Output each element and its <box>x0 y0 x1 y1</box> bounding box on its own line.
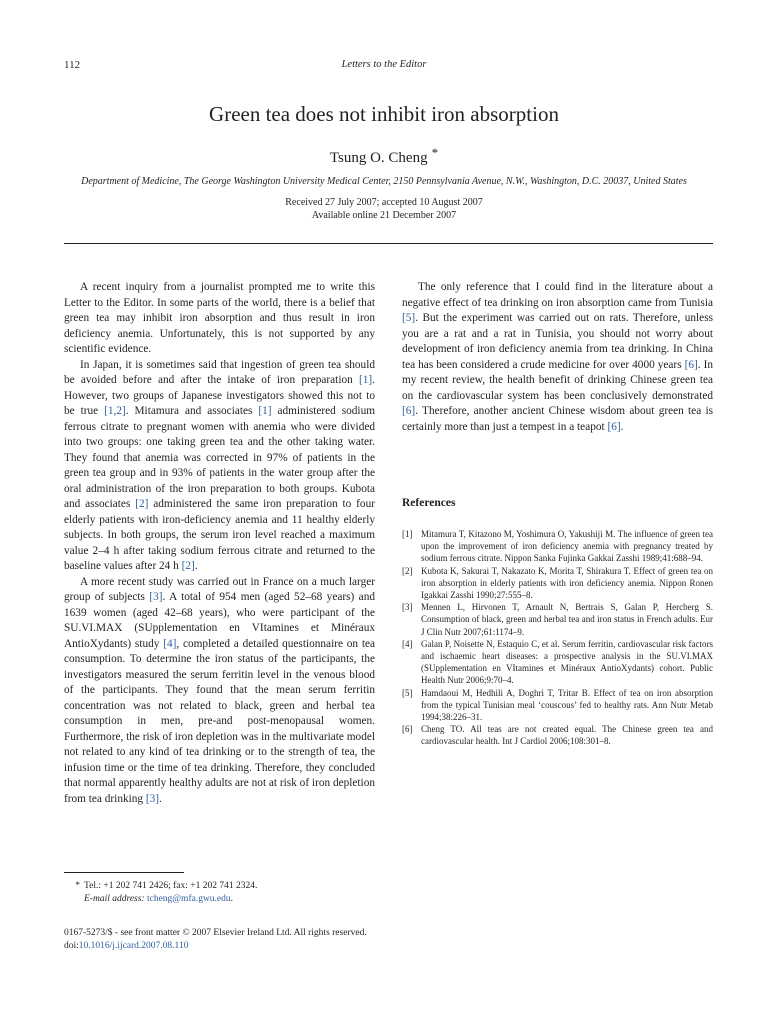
doi-line <box>64 940 564 953</box>
text-run: A more recent study was carried out in France on a much larger group of subjects <box>64 575 375 603</box>
citation-link[interactable]: [5] <box>402 312 416 324</box>
text-run: In Japan, it is sometimes said that ingestion of green tea should be avoided before and after the intake of iron preparation <box>64 358 375 386</box>
email-label: E-mail address: <box>84 893 145 904</box>
doi-link[interactable]: 10.1016/j.ijcard.2007.08.110 <box>78 940 189 951</box>
reference-text: Mennen L, Hirvonen T, Arnault N, Bertrais S, Galan P, Hercberg S. Consumption of black, green and herbal tea and iron status in French adults. Eur J Clin Nutr 2007;61:1174–9. <box>421 602 713 637</box>
reference-number: [1] <box>402 529 413 539</box>
paragraph-2 <box>64 358 375 575</box>
affiliation: Department of Medicine, The George Washington University Medical Center, 2150 Pennsylvania Avenue, N.W., Washington, D.C. 20037, United States <box>81 176 687 187</box>
copyright-line: 0167-5273/$ - see front matter © 2007 Elsevier Ireland Ltd. All rights reserved. <box>64 928 367 938</box>
reference-number: [6] <box>402 724 413 735</box>
citation-link[interactable]: [4] <box>163 637 177 650</box>
copyright-block <box>64 927 564 952</box>
reference-item[interactable] <box>402 687 713 724</box>
text-run: . <box>194 560 198 572</box>
reference-item[interactable] <box>402 723 713 747</box>
references-heading: References <box>402 497 456 509</box>
author-name: Tsung O. Cheng <box>329 150 428 166</box>
email-end: . <box>230 893 234 904</box>
text-run: administered sodium ferrous citrate to pregnant women with anemia who were divided into two groups: one taking green tea and the other taking water. They found that anemia was corrected in 97% of patients in the green tea group and in 93% of patients in the water group after the oral administration of the iron preparation to both groups. Kubota and associates <box>64 405 376 510</box>
text-run: . However, two groups of Japanese investigators showed this not to be true <box>64 374 375 417</box>
reference-text: Hamdaoui M, Hedhili A, Doghri T, Tritar B. Effect of tea on iron absorption from the typical Tunisian meal ‘couscous’ fed to healthy rats. Ann Nutr Metab 1994;38:226–31. <box>421 687 713 723</box>
text-run: administered the same iron preparation to four elderly patients with iron-deficiency anemia and 11 healthy elderly subjects. In both groups, the serum iron level reached a maximum value 2–4 h after taking sodium ferrous citrate and returned to the baseline values after 24 h <box>64 498 375 572</box>
body-column-left <box>64 280 375 807</box>
citation-link[interactable]: [3] <box>149 591 163 603</box>
reference-text: Galan P, Noisette N, Estaquio C, et al. Serum ferritin, cardiovascular risk factors and ischaemic heart diseases: a prospective analysis in the SU.VI.MAX (SUpplementation en VItamines et Minéraux AntioXydants) cohort. Public Health Nutr 2006;9:70–4. <box>421 638 713 686</box>
text-run: The only reference that I could find in the literature about a negative effect of tea drinking on iron absorption came from Tunisia <box>402 281 713 309</box>
body-column-right <box>402 280 713 435</box>
reference-item[interactable] <box>402 601 713 638</box>
reference-text: Mitamura T, Kitazono M, Yoshimura O, Yakushiji M. The influence of green tea upon the improvement of iron deficiency anemia with pregnancy treated by sodium ferrous citrate. Nippon Sanka Fujinka Gakkai Zasshi 1989;41:688–94. <box>421 529 713 564</box>
text-run: . Therefore, another ancient Chinese wisdom about green tea is certainly more than just a tempest in a teapot <box>402 405 713 433</box>
citation-link[interactable]: [6] <box>684 358 698 371</box>
footnote-email-line <box>64 893 464 906</box>
reference-text: Cheng TO. All teas are not created equal. The Chinese green tea and cardiovascular health. Int J Cardiol 2006;108:301–8. <box>421 724 713 747</box>
text-run: . <box>159 792 162 805</box>
author-footnote <box>64 880 464 905</box>
footnote-divider <box>64 872 184 873</box>
article-dates <box>0 196 768 222</box>
citation-link[interactable]: [1] <box>258 405 272 417</box>
citation-link[interactable]: [2] <box>135 498 149 510</box>
reference-item[interactable] <box>402 638 713 687</box>
references-list <box>402 528 713 748</box>
author-footnote-mark[interactable]: * <box>431 145 439 160</box>
reference-item[interactable] <box>402 565 713 602</box>
reference-number: [2] <box>402 565 413 576</box>
page-number: 112 <box>64 59 81 71</box>
running-head: Letters to the Editor <box>341 59 427 70</box>
reference-number: [5] <box>402 687 413 698</box>
email-link[interactable]: tcheng@mfa.gwu.edu <box>146 893 231 904</box>
doi-label: doi: <box>64 940 79 951</box>
reference-number: [3] <box>402 602 413 613</box>
citation-link[interactable]: [6] <box>402 405 416 417</box>
available-date: Available online 21 December 2007 <box>311 210 457 221</box>
reference-text: Kubota K, Sakurai T, Nakazato K, Morita T, Shirakura T. Effect of green tea on iron absorption in elderly patients with iron deficiency anemia. Nippon Ronen Igakkai Zasshi 1990;27:555–8. <box>421 565 713 601</box>
text-run: . But the experiment was carried out on rats. Therefore, unless you are a rat and a rat in Tunisia, you should not worry about development of iron deficiency anemia from tea drinking. In China tea has been considered a crude medicine for over 4000 years <box>402 312 713 371</box>
citation-link[interactable]: [6] <box>607 420 621 433</box>
received-date: Received 27 July 2007; accepted 10 August 2007 <box>285 197 483 208</box>
author-line <box>0 145 768 167</box>
reference-item[interactable] <box>402 528 713 565</box>
paragraph-4 <box>402 280 713 435</box>
citation-link[interactable]: [2] <box>181 560 195 572</box>
footnote-contact: Tel.: +1 202 741 2426; fax: +1 202 741 2324. <box>84 881 258 891</box>
paragraph-3 <box>64 575 375 808</box>
text-run: , completed a detailed questionnaire on tea consumption. To determine the iron status of the participants, the investigators measured the serum ferritin level in the venous blood of the participants. They found that the mean serum ferritin concentration was not related to black, green and herbal tea consumption in men, pre-and post-menopausal women. Furthermore, the risk of iron depletion was in the multivariate model not related to any kind of tea drinking or to the strength of tea, the infusion time or the time of tea drinking. Therefore, they concluded that normal apparently healthy adults are not at risk of iron depletion from tea drinking <box>64 637 375 805</box>
text-run: . In my recent review, the health benefit of drinking Chinese green tea on the cardiovascular system has been conclusively demonstrated <box>402 358 713 402</box>
article-title: Green tea does not inhibit iron absorption <box>209 102 559 126</box>
header-divider <box>64 243 713 244</box>
citation-link[interactable]: [3] <box>145 792 160 805</box>
citation-link[interactable]: [1,2] <box>104 405 126 417</box>
citation-link[interactable]: [1] <box>358 374 373 386</box>
footnote-mark: * <box>75 881 80 891</box>
footnote-contact-line <box>64 880 464 893</box>
text-run: . Mitamura and associates <box>125 405 259 417</box>
paragraph-1: A recent inquiry from a journalist prompted me to write this Letter to the Editor. In some parts of the world, there is a belief that green tea may inhibit iron absorption and thus result in iron deficiency anemia. Unfortunately, this is not supported by any scientific evidence. <box>64 281 375 355</box>
text-run: . A total of 954 men (aged 52–68 years) and 1639 women (aged 42–68 years), who were participant of the SU.VI.MAX (SUpplementation en VItamines et Minéraux AntioXydants) study <box>64 591 375 650</box>
reference-number: [4] <box>402 638 413 649</box>
text-run: . <box>620 420 624 433</box>
